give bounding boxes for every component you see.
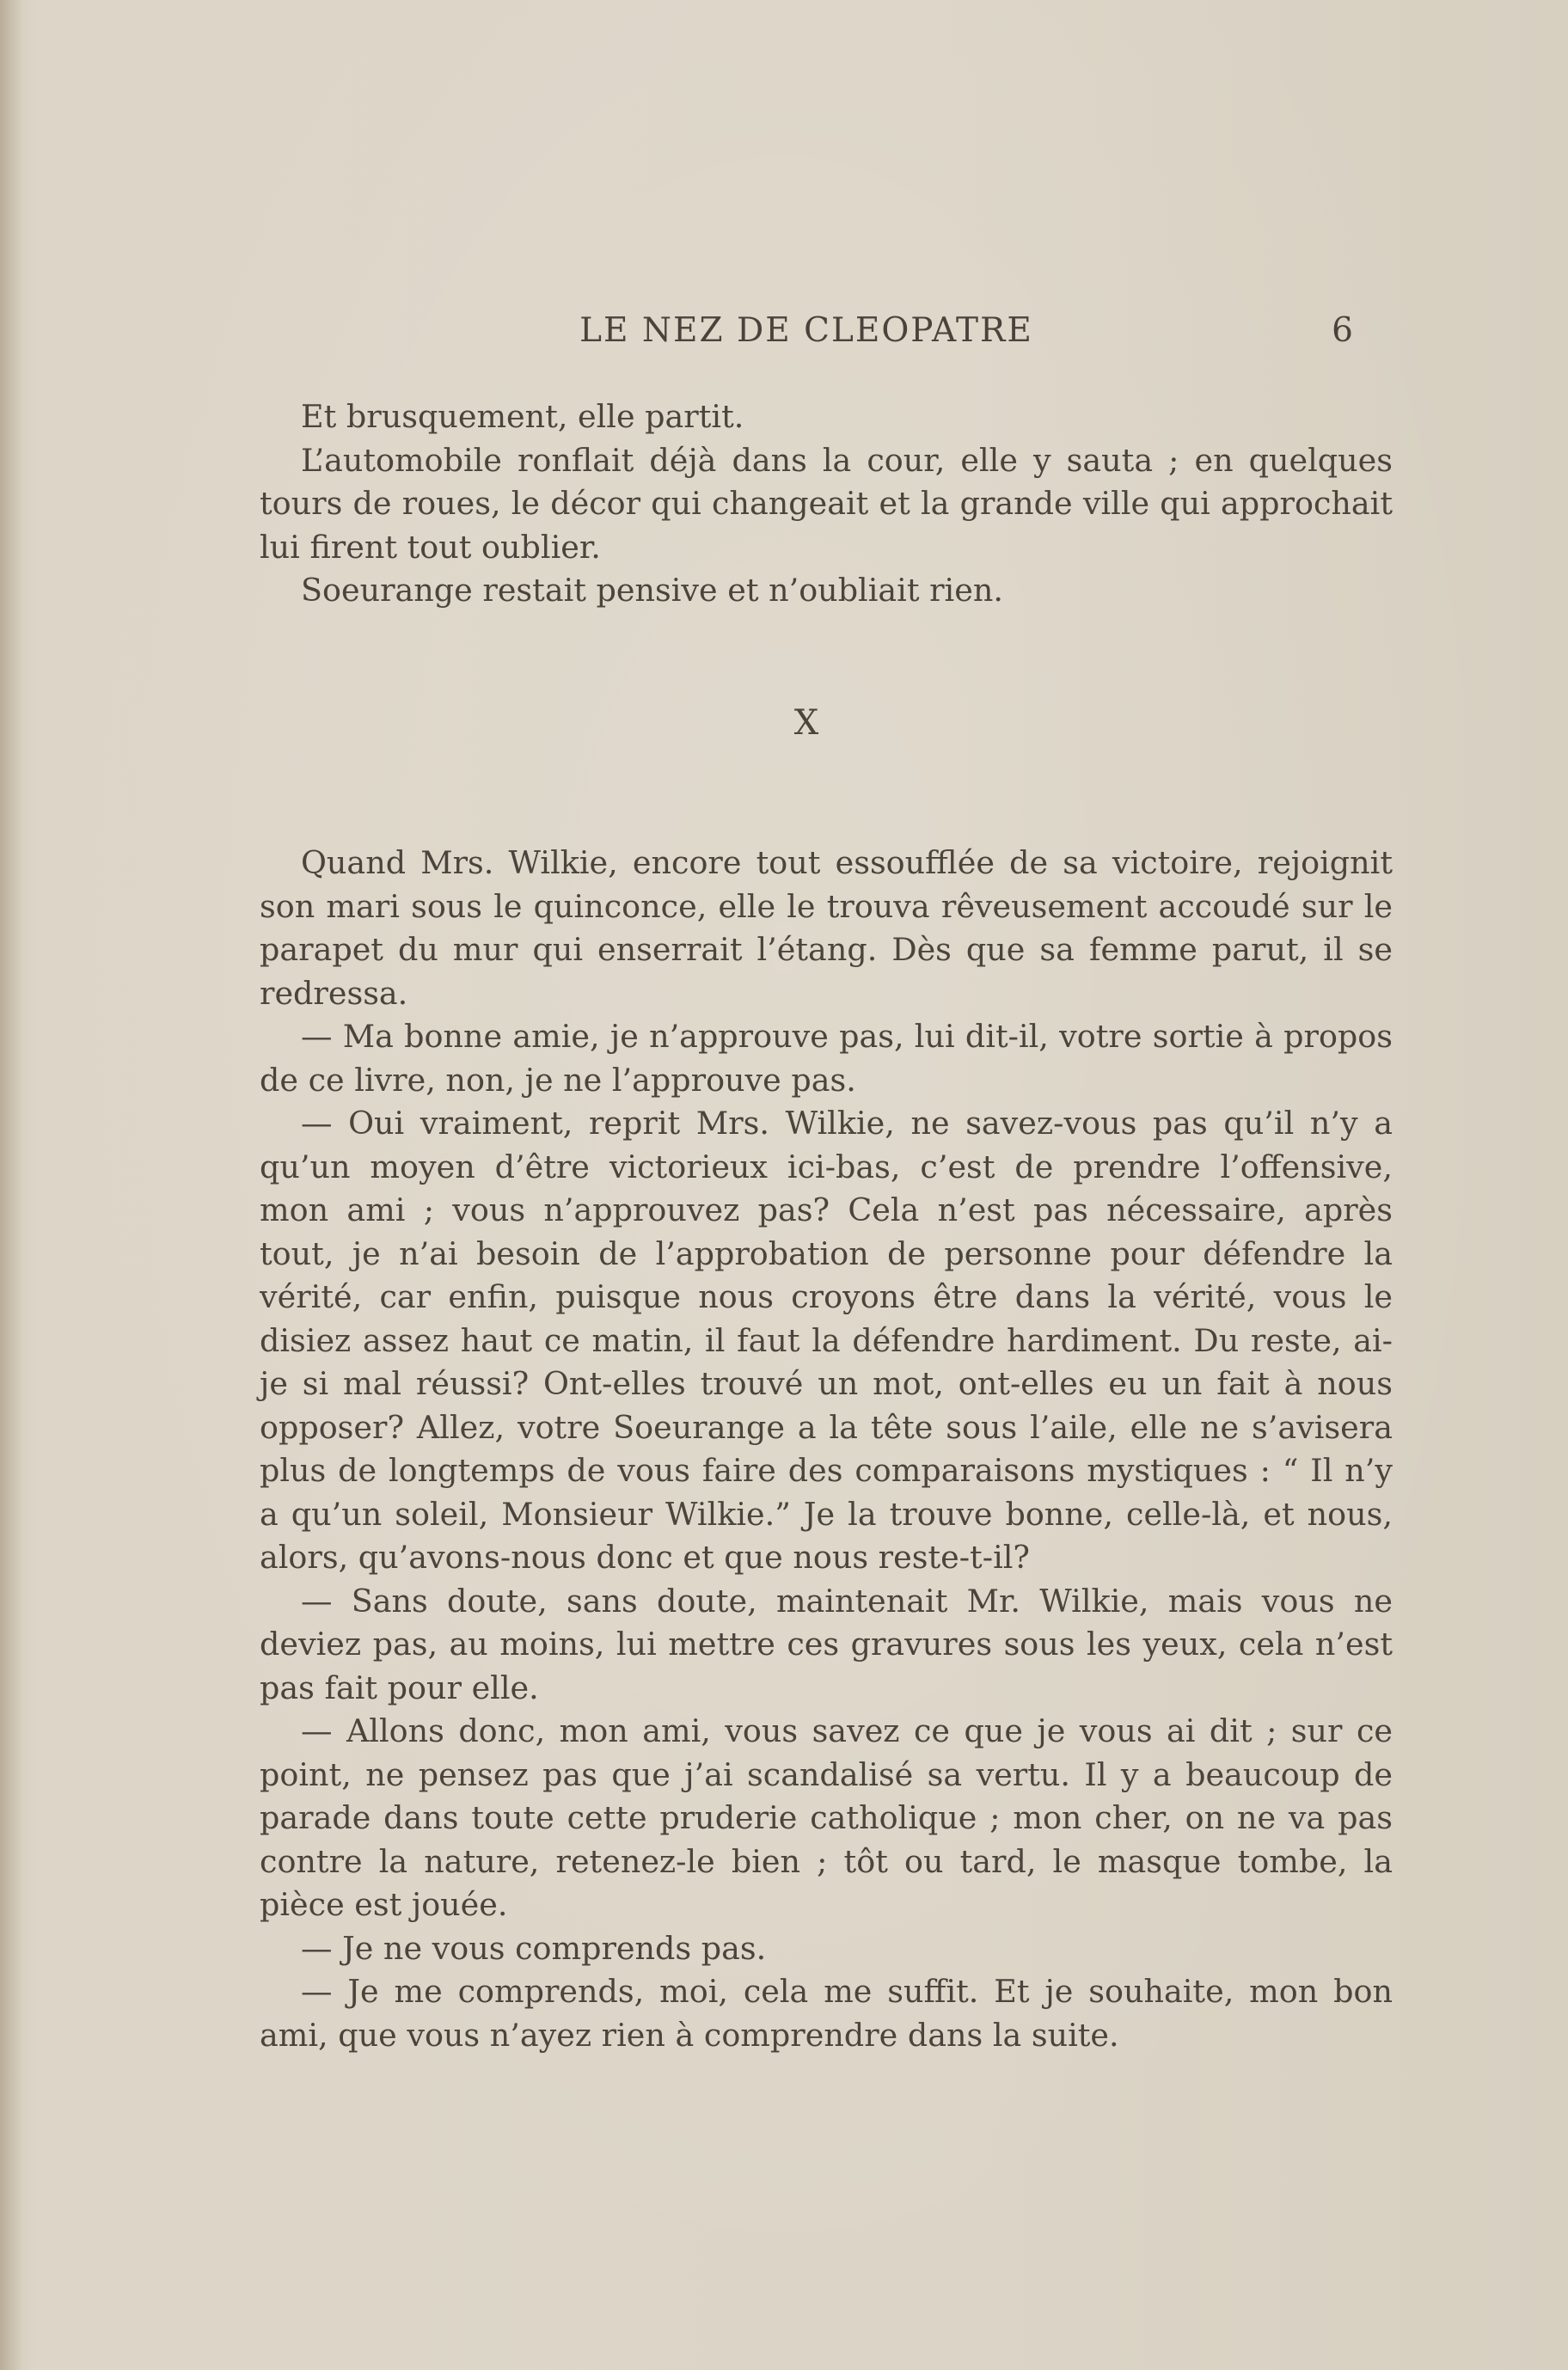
page-edge-shadow: [0, 0, 22, 2370]
paragraph: Et brusquement, elle partit.: [301, 398, 744, 435]
paragraph: — Allons donc, mon ami, vous savez ce que je vous ai dit ; sur ce point, ne pensez pas que j’ai scandalisé sa vertu. Il y a beaucoup de parade dans toute cette pruderie catholique ; mon cher, on ne va pas contre la nature, retenez-le bien ; tôt ou tard, le masque tombe, la pièce est jouée.: [260, 1712, 1393, 1923]
paragraph: — Oui vraiment, reprit Mrs. Wilkie, ne savez-vous pas qu’il n’y a qu’un moyen d’être victorieux ici-bas, c’est de prendre l’offensive, mon ami ; vous n’approuvez pas? Cela n’est pas nécessaire, après tout, je n’ai besoin de l’approbation de personne pour défendre la vérité, car enfin, puisque nous croyons être dans la vérité, vous le disiez assez haut ce matin, il faut la défendre hardiment. Du reste, ai-je si mal réussi? Ont-elles trouvé un mot, ont-elles eu un fait à nous opposer? Allez, votre Soeurange a la tête sous l’aile, elle ne s’avisera plus de longtemps de vous faire des comparaisons mystiques : “ Il n’y a qu’un soleil, Monsieur Wilkie.” Je la trouve bonne, celle-là, et nous, alors, qu’avons-nous donc et que nous reste-t-il?: [260, 1105, 1393, 1576]
text-block-top: [260, 395, 1393, 613]
paragraph: — Sans doute, sans doute, maintenait Mr. Wilkie, mais vous ne deviez pas, au moins, lui mettre ces gravures sous les yeux, cela n’est pas fait pour elle.: [260, 1582, 1393, 1706]
page-number: 6: [1332, 311, 1353, 350]
paragraph: Quand Mrs. Wilkie, encore tout essoufflée de sa victoire, rejoignit son mari sous le quinconce, elle le trouva rêveusement accoudé sur le parapet du mur qui enserrait l’étang. Dès que sa femme parut, il se redressa.: [260, 844, 1393, 1012]
paragraph: L’automobile ronflait déjà dans la cour, elle y sauta ; en quelques tours de roues, le décor qui changeait et la grande ville qui approchait lui firent tout oublier.: [260, 441, 1393, 566]
chapter-heading: X: [793, 703, 819, 743]
running-header: [260, 311, 1353, 363]
paragraph: — Je ne vous comprends pas.: [301, 1929, 767, 1967]
paragraph: — Ma bonne amie, je n’approuve pas, lui dit-il, votre sortie à propos de ce livre, non, je ne l’approuve pas.: [260, 1018, 1393, 1099]
paragraph: Soeurange restait pensive et n’oubliait rien.: [301, 572, 1003, 609]
running-title: LE NEZ DE CLEOPATRE: [579, 311, 1033, 350]
text-block-bottom: [260, 842, 1393, 2057]
paragraph: — Je me comprends, moi, cela me suffit. Et je souhaite, mon bon ami, que vous n’ayez rien à comprendre dans la suite.: [260, 1973, 1393, 2054]
